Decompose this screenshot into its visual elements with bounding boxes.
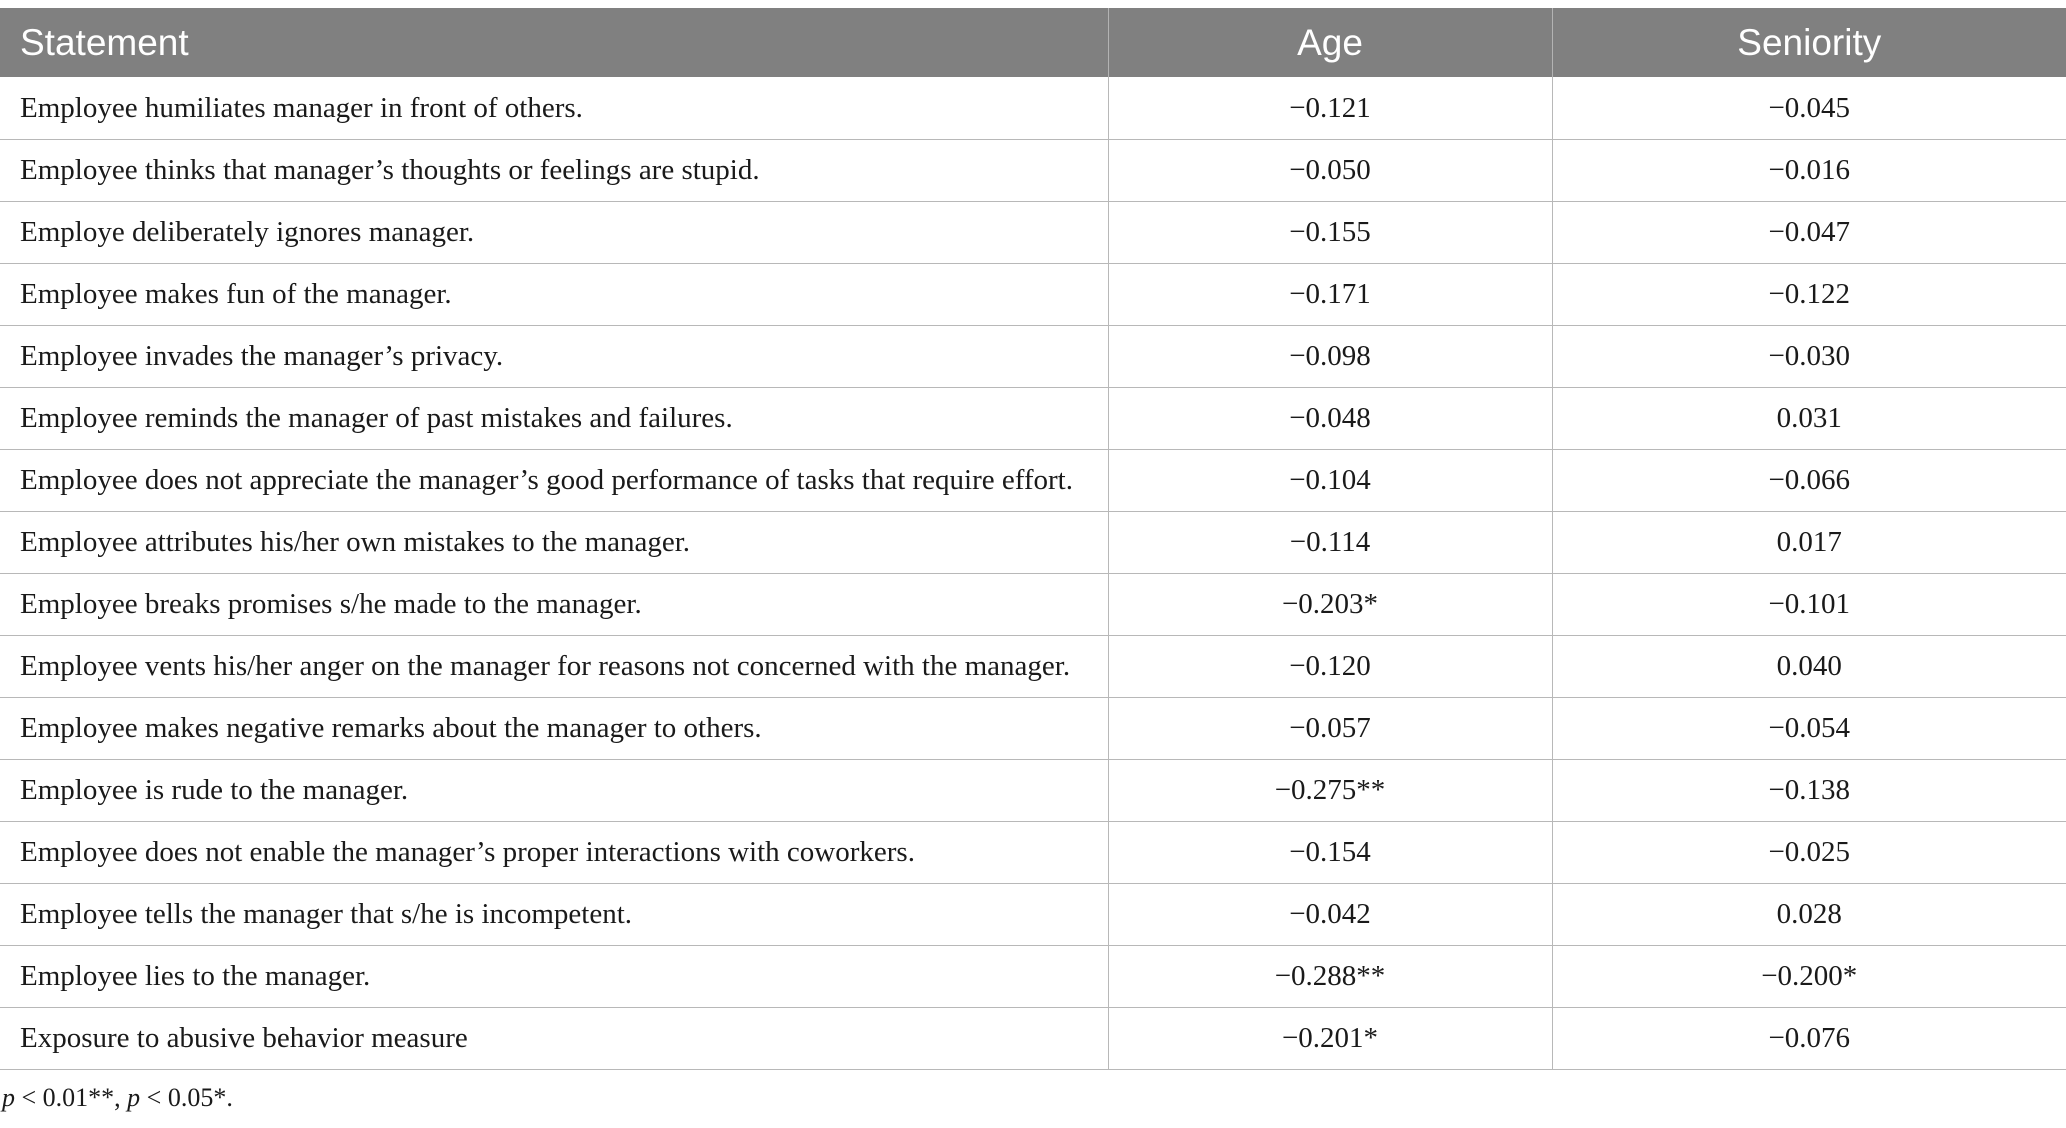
cell-seniority: 0.028 — [1552, 884, 2066, 946]
header-statement: Statement — [0, 8, 1108, 77]
table-row — [0, 77, 2066, 140]
cell-statement: Employee breaks promises s/he made to the manager. — [0, 574, 1108, 636]
table-row — [0, 574, 2066, 636]
footnote-p-symbol-1: p — [2, 1083, 15, 1112]
cell-age: −0.275** — [1108, 760, 1552, 822]
cell-seniority: −0.025 — [1552, 822, 2066, 884]
cell-age: −0.121 — [1108, 77, 1552, 140]
table-row — [0, 450, 2066, 512]
table-header — [0, 8, 2066, 77]
table-row — [0, 1008, 2066, 1070]
table-row — [0, 946, 2066, 1008]
cell-age: −0.201* — [1108, 1008, 1552, 1070]
cell-seniority: −0.045 — [1552, 77, 2066, 140]
cell-seniority: −0.016 — [1552, 140, 2066, 202]
cell-seniority: −0.030 — [1552, 326, 2066, 388]
cell-age: −0.120 — [1108, 636, 1552, 698]
table-row — [0, 264, 2066, 326]
cell-statement: Employee is rude to the manager. — [0, 760, 1108, 822]
table-row — [0, 884, 2066, 946]
cell-age: −0.155 — [1108, 202, 1552, 264]
cell-age: −0.104 — [1108, 450, 1552, 512]
cell-age: −0.057 — [1108, 698, 1552, 760]
cell-statement: Employee vents his/her anger on the manager for reasons not concerned with the manager. — [0, 636, 1108, 698]
cell-statement: Employee makes negative remarks about the manager to others. — [0, 698, 1108, 760]
cell-statement: Employee lies to the manager. — [0, 946, 1108, 1008]
table-row — [0, 822, 2066, 884]
cell-age: −0.203* — [1108, 574, 1552, 636]
cell-age: −0.048 — [1108, 388, 1552, 450]
cell-statement: Employee makes fun of the manager. — [0, 264, 1108, 326]
cell-age: −0.154 — [1108, 822, 1552, 884]
cell-statement: Employee reminds the manager of past mistakes and failures. — [0, 388, 1108, 450]
table-row — [0, 760, 2066, 822]
cell-seniority: 0.017 — [1552, 512, 2066, 574]
cell-seniority: −0.076 — [1552, 1008, 2066, 1070]
cell-seniority: −0.047 — [1552, 202, 2066, 264]
table-row — [0, 698, 2066, 760]
cell-statement: Employee invades the manager’s privacy. — [0, 326, 1108, 388]
cell-statement: Employee attributes his/her own mistakes to the manager. — [0, 512, 1108, 574]
cell-seniority: −0.054 — [1552, 698, 2066, 760]
cell-statement: Exposure to abusive behavior measure — [0, 1008, 1108, 1070]
header-seniority: Seniority — [1552, 8, 2066, 77]
cell-age: −0.114 — [1108, 512, 1552, 574]
table-body — [0, 77, 2066, 1070]
significance-footnote — [2, 1083, 233, 1113]
footnote-p-symbol-2: p — [127, 1083, 141, 1112]
cell-seniority: −0.200* — [1552, 946, 2066, 1008]
cell-seniority: −0.066 — [1552, 450, 2066, 512]
cell-age: −0.171 — [1108, 264, 1552, 326]
correlation-table — [0, 8, 2066, 1070]
table-row — [0, 512, 2066, 574]
cell-statement: Employee thinks that manager’s thoughts or feelings are stupid. — [0, 140, 1108, 202]
table-row — [0, 636, 2066, 698]
header-row — [0, 8, 2066, 77]
cell-statement: Employe deliberately ignores manager. — [0, 202, 1108, 264]
table-row — [0, 140, 2066, 202]
footnote-text-1: < 0.01**, — [15, 1083, 128, 1112]
table-row — [0, 388, 2066, 450]
header-age: Age — [1108, 8, 1552, 77]
cell-statement: Employee humiliates manager in front of others. — [0, 77, 1108, 140]
cell-age: −0.288** — [1108, 946, 1552, 1008]
cell-seniority: 0.040 — [1552, 636, 2066, 698]
cell-seniority: 0.031 — [1552, 388, 2066, 450]
cell-statement: Employee tells the manager that s/he is incompetent. — [0, 884, 1108, 946]
cell-seniority: −0.101 — [1552, 574, 2066, 636]
cell-seniority: −0.138 — [1552, 760, 2066, 822]
correlation-table-container — [0, 8, 2066, 1070]
cell-statement: Employee does not appreciate the manager’s good performance of tasks that require effort. — [0, 450, 1108, 512]
table-row — [0, 326, 2066, 388]
cell-age: −0.050 — [1108, 140, 1552, 202]
footnote-text-2: < 0.05*. — [140, 1083, 233, 1112]
cell-seniority: −0.122 — [1552, 264, 2066, 326]
table-row — [0, 202, 2066, 264]
cell-statement: Employee does not enable the manager’s proper interactions with coworkers. — [0, 822, 1108, 884]
cell-age: −0.042 — [1108, 884, 1552, 946]
cell-age: −0.098 — [1108, 326, 1552, 388]
